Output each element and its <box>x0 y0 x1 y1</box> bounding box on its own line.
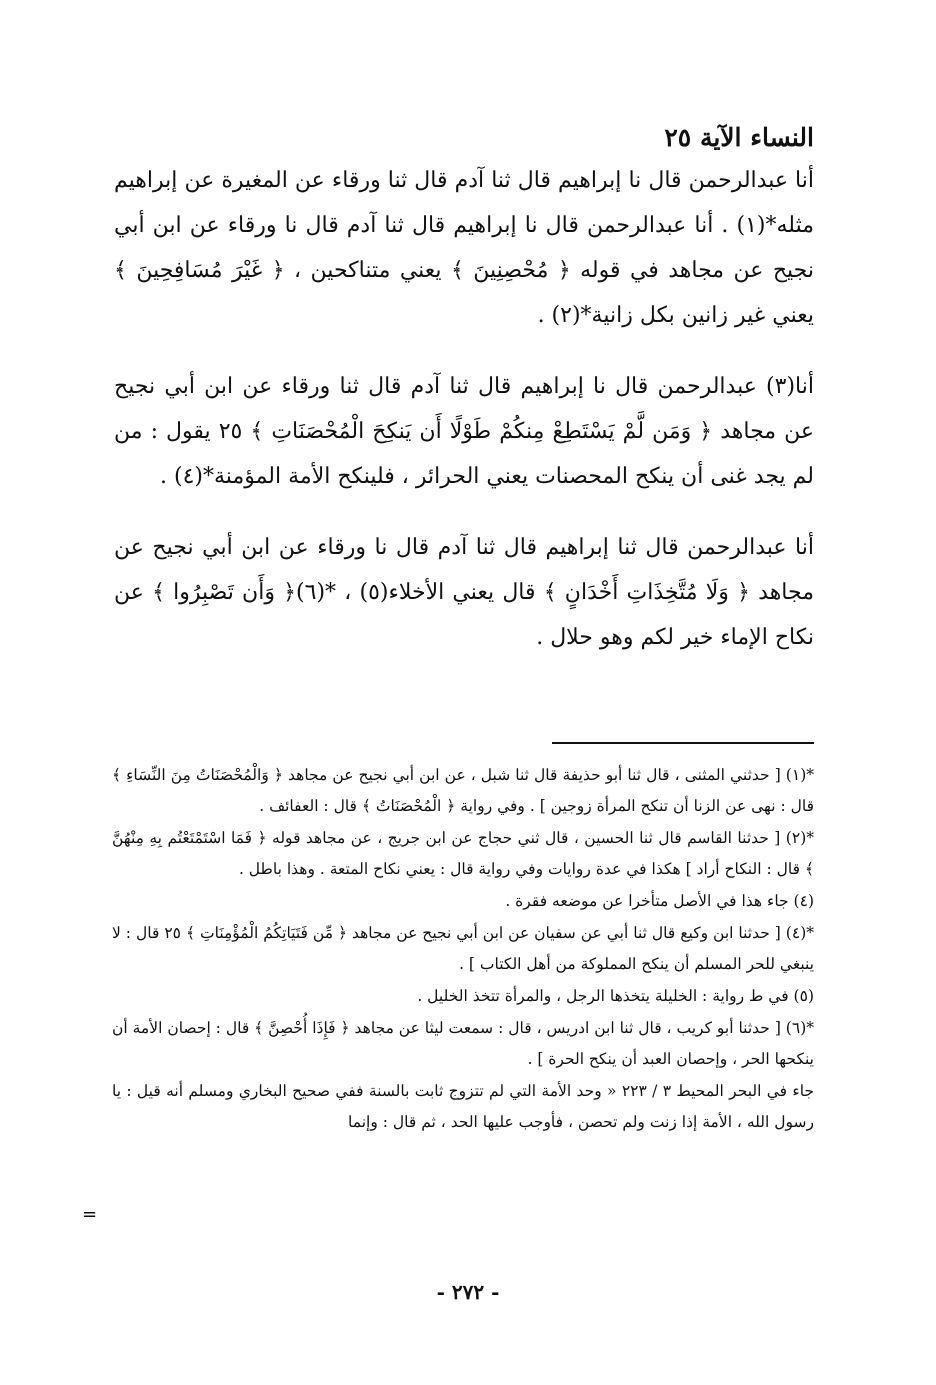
paragraph: أنا عبدالرحمن قال ثنا إبراهيم قال ثنا آدم قال نا ورقاء عن ابن أبي نجيح عن مجاهد ﴿ وَلَا مُتَّخِذَاتِ أَخْدَانٍ ﴾ قال يعني الأخلاء(٥) ، *(٦)﴿ وَأَن تَصْبِرُوا ﴾ عن نكاح الإماء خير لكم وهو حلال . <box>114 535 814 650</box>
page-number: - ٢٧٢ - <box>436 1280 500 1304</box>
footnote: *(١) [ حدثني المثنى ، قال ثنا أبو حذيفة قال ثنا شبل ، عن ابن أبي نجيح عن مجاهد ﴿ وَالْمُحْصَنَاتُ مِنَ النِّسَاءِ ﴾ قال : نهى عن الزنا أن تنكح المرأة زوجين ] . وفي رواية ﴿ الْمُحْصَنَاتُ ﴾ قال : العفائف . <box>112 766 814 815</box>
paragraph: أنا(٣) عبدالرحمن قال نا إبراهيم قال ثنا آدم قال ثنا ورقاء عن ابن أبي نجيح عن مجاهد ﴿ وَمَن لَّمْ يَسْتَطِعْ مِنكُمْ طَوْلًا أَن يَنكِحَ الْمُحْصَنَاتِ ﴾ ٢٥ يقول : من لم يجد غنى أن ينكح المحصنات يعني الحرائر ، فلينكح الأمة المؤمنة*(٤) . <box>114 374 814 489</box>
footnote: *(٤) [ حدثنا ابن وكيع قال ثنا أبي عن سفيان عن ابن أبي نجيح عن مجاهد ﴿ مِّن فَتَيَاتِكُمُ الْمُؤْمِنَاتِ ﴾ ٢٥ قال : لا ينبغي للحر المسلم أن ينكح المملوكة من أهل الكتاب ] . <box>112 924 814 973</box>
page-title: النساء الآية ٢٥ <box>664 123 814 152</box>
footnote: (٥) في ط رواية : الخليلة يتخذها الرجل ، والمرأة تتخذ الخليل . <box>417 987 814 1005</box>
footnotes <box>112 760 814 1139</box>
paragraph: أنا عبدالرحمن قال نا إبراهيم قال ثنا آدم قال ثنا ورقاء عن المغيرة عن إبراهيم مثله*(١) . أنا عبدالرحمن قال نا إبراهيم قال ثنا آدم قال نا ورقاء عن ابن أبي نجيح عن مجاهد في قوله ﴿ مُحْصِنِينَ ﴾ يعني متناكحين ، ﴿ غَيْرَ مُسَافِحِينَ ﴾ يعني غير زانين بكل زانية*(٢) . <box>114 168 814 328</box>
footnote-divider <box>552 742 814 744</box>
footnote: (٤) جاء هذا في الأصل متأخرا عن موضعه فقرة . <box>505 892 814 910</box>
footnote: جاء في البحر المحيط ٣ / ٢٢٣ « وحد الأمة التي لم تتزوج ثابت بالسنة ففي صحيح البخاري ومسلم أنه قيل : يا رسول الله ، الأمة إذا زنت ولم تحصن ، فأوجب عليها الحد ، ثم قال : وإنما <box>112 1082 815 1131</box>
continuation-mark: = <box>82 1204 98 1225</box>
footnote: *(٢) [ حدثنا القاسم قال ثنا الحسين ، قال ثني حجاج عن ابن جريج ، عن مجاهد قوله ﴿ فَمَا اسْتَمْتَعْتُم بِهِ مِنْهُنَّ ﴾ قال : النكاح أراد ] هكذا في عدة روايات وفي رواية قال : يعني نكاح المتعة . وهذا باطل . <box>112 829 814 878</box>
footnote: *(٦) [ حدثنا أبو كريب ، قال ثنا ابن ادريس ، قال : سمعت ليثا عن مجاهد ﴿ فَإِذَا أُحْصِنَّ ﴾ قال : إحصان الأمة أن ينكحها الحر ، وإحصان العبد أن ينكح الحرة ] . <box>112 1019 814 1068</box>
main-text <box>114 118 814 660</box>
